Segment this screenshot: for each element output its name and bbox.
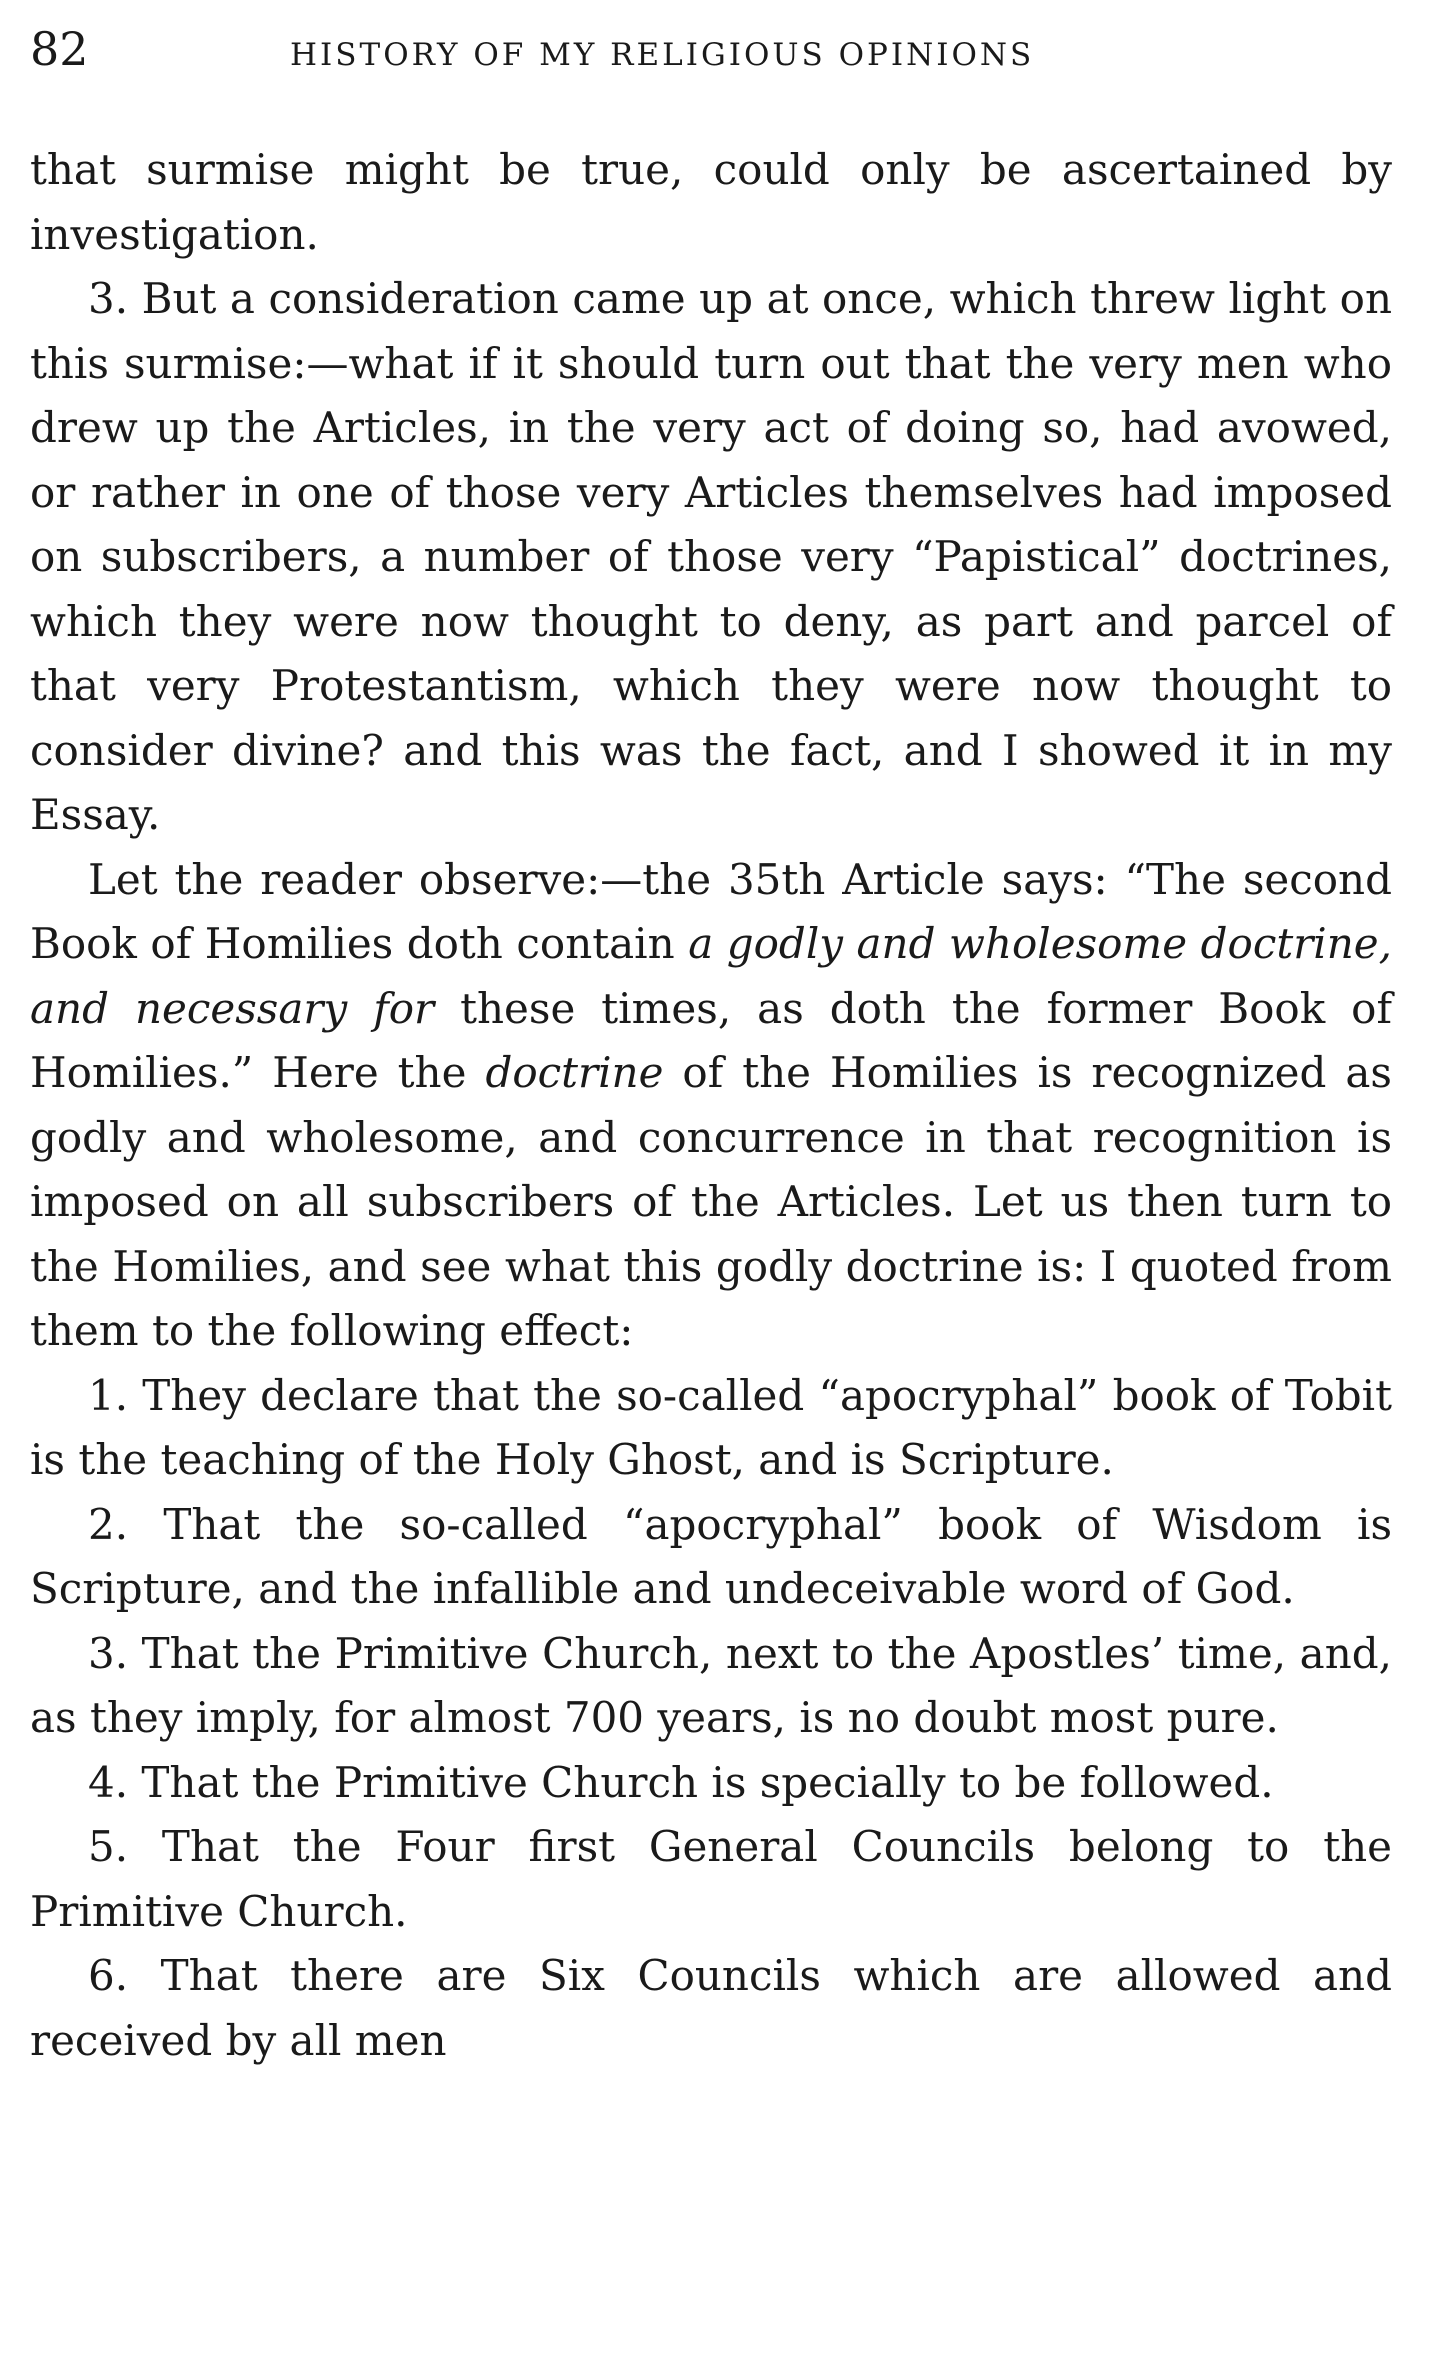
paragraph-article-35 [30,848,1392,1364]
paragraph-consideration: 3. But a consideration came up at once, which threw light on this surmise:—what if it should turn out that the very men who drew up the Articles, in the very act of doing so, had avowed, or rather in one of those very Articles themselves had imposed on subscribers, a number of those very “Papistical” doctrines, which they were now thought to deny, as part and parcel of that very Protestantism, which they were now thought to consider divine? and this was the fact, and I showed it in my Essay. [30,274,1392,839]
doctrine-italic: doctrine [485,1048,664,1097]
list-item: 4. That the Primitive Church is specially to be followed. [88,1757,1274,1807]
page-header [30,22,1390,106]
page-number: 82 [30,22,89,76]
list-item: 5. That the Four first General Councils belong to the Primitive Church. [30,1822,1392,1936]
list-item: 3. That the Primitive Church, next to the Apostles’ time, and, as they imply, for almost 700 years, is no doubt most pure. [30,1628,1392,1742]
list-item: 6. That there are Six Councils which are allowed and received by all men [30,1951,1392,2065]
article-35-quote-italic: a godly and wholesome doctrine, and necessary for [30,919,1392,1033]
article-35-text-c: of the Homilies is recognized as godly and wholesome, and concurrence in that recognition is imposed on all subscribers of the Articles. Let us then turn to the Homilies, and see what this godly doctrine is: I quoted from them to the following effect: [30,1048,1392,1355]
list-item: 2. That the so-called “apocryphal” book of Wisdom is Scripture, and the infallible and undeceivable word of God. [30,1499,1392,1613]
paragraph-continuation: that surmise might be true, could only be ascertained by investigation. [30,145,1392,259]
body-text [30,138,1392,2073]
article-35-text-a: Let the reader observe:—the 35th Article says: “The second Book of Homilies doth contain [30,854,1392,968]
running-title: HISTORY OF MY RELIGIOUS OPINIONS [290,37,1035,73]
article-35-text-b: these times, as doth the former Book of Homilies.” Here the [30,983,1392,1097]
list-item: 1. They declare that the so-called “apocryphal” book of Tobit is the teaching of the Holy Ghost, and is Scripture. [30,1370,1392,1484]
